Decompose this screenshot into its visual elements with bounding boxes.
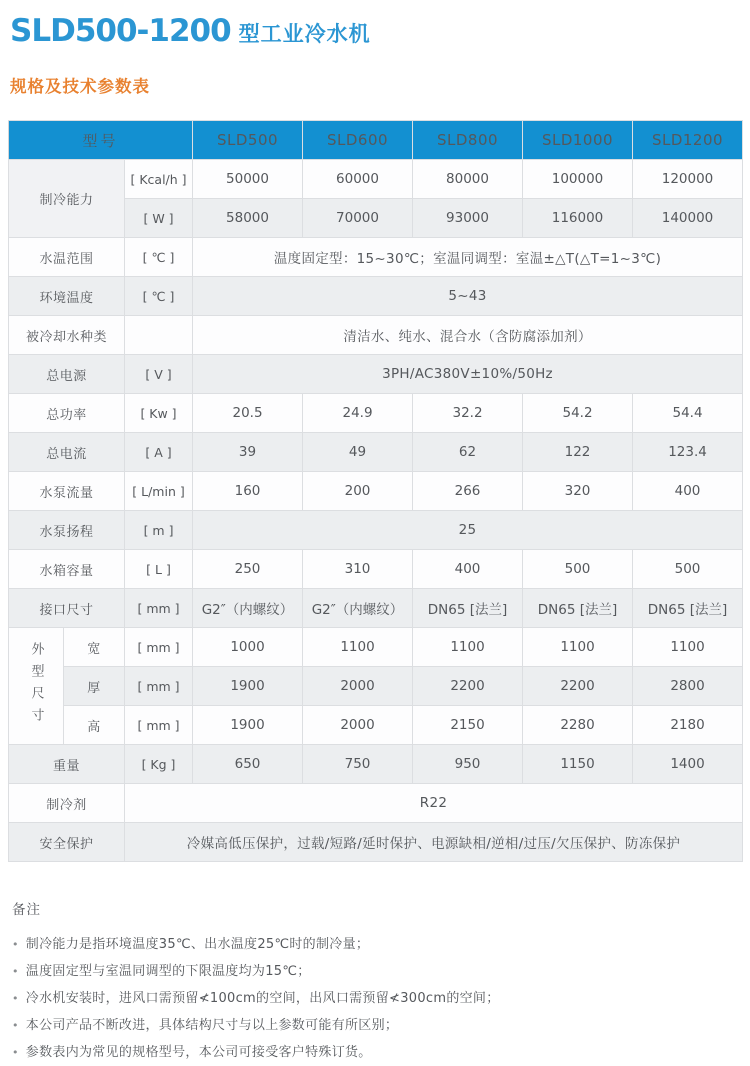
value-cell: 116000 (523, 199, 633, 238)
unit-cell: [ W ] (125, 199, 193, 238)
row-label: 重量 (9, 745, 125, 784)
value-cell: 1400 (633, 745, 743, 784)
row-sub-label: 宽 (64, 628, 125, 667)
spec-table (8, 120, 743, 862)
header-sld1000: SLD1000 (523, 121, 633, 160)
table-row-pump-head (9, 511, 743, 550)
value-cell: 50000 (193, 160, 303, 199)
notes-heading: 备注 (12, 902, 41, 919)
value-cell: 500 (633, 550, 743, 589)
value-cell: 122 (523, 433, 633, 472)
value-cell: 950 (413, 745, 523, 784)
value-cell: 1100 (303, 628, 413, 667)
unit-cell: [ A ] (125, 433, 193, 472)
value-cell: 54.2 (523, 394, 633, 433)
value-cell: 冷媒高低压保护，过载/短路/延时保护、电源缺相/逆相/过压/欠压保护、防冻保护 (125, 823, 743, 862)
value-cell: 1100 (413, 628, 523, 667)
value-cell: R22 (125, 784, 743, 823)
unit-cell: [ ℃ ] (125, 277, 193, 316)
value-cell: 2150 (413, 706, 523, 745)
value-cell: 1900 (193, 706, 303, 745)
notes-list (12, 931, 742, 1066)
value-cell: 310 (303, 550, 413, 589)
row-label: 制冷能力 (9, 160, 125, 238)
value-cell: 5~43 (193, 277, 743, 316)
value-cell: 100000 (523, 160, 633, 199)
value-cell: 160 (193, 472, 303, 511)
value-cell: 400 (413, 550, 523, 589)
note-text: 参数表内为常见的规格型号，本公司可接受客户特殊订货。 (25, 1045, 372, 1061)
value-cell: 1150 (523, 745, 633, 784)
value-cell: 2200 (413, 667, 523, 706)
table-row-dimension-width (9, 628, 743, 667)
value-cell: 32.2 (413, 394, 523, 433)
row-label: 制冷剂 (9, 784, 125, 823)
row-label: 环境温度 (9, 277, 125, 316)
model-range-title: SLD500-1200 (10, 13, 231, 49)
value-cell: 123.4 (633, 433, 743, 472)
table-header (9, 121, 743, 160)
page-title (10, 14, 742, 48)
table-row-port-size (9, 589, 743, 628)
row-label: 接口尺寸 (9, 589, 125, 628)
header-sld500: SLD500 (193, 121, 303, 160)
header-model-label: 型号 (9, 121, 193, 160)
table-row-power-supply (9, 355, 743, 394)
table-row-dimension-height (9, 706, 743, 745)
section-subtitle: 规格及技术参数表 (10, 77, 150, 97)
row-sub-label: 高 (64, 706, 125, 745)
value-cell: 120000 (633, 160, 743, 199)
value-cell: 650 (193, 745, 303, 784)
unit-cell: [ ℃ ] (125, 238, 193, 277)
value-cell: 1000 (193, 628, 303, 667)
value-cell: 2000 (303, 667, 413, 706)
unit-cell: [ Kg ] (125, 745, 193, 784)
table-row-total-current (9, 433, 743, 472)
table-row-tank-capacity (9, 550, 743, 589)
value-cell: 250 (193, 550, 303, 589)
list-item (12, 1012, 742, 1039)
value-cell: 400 (633, 472, 743, 511)
table-row-cooled-water-type (9, 316, 743, 355)
value-cell: 1900 (193, 667, 303, 706)
value-cell: 24.9 (303, 394, 413, 433)
note-text: 制冷能力是指环境温度35℃、出水温度25℃时的制冷量； (25, 937, 370, 953)
table-row-ambient-temp (9, 277, 743, 316)
row-label-dimensions: 外型尺寸 (9, 628, 64, 745)
row-sub-label: 厚 (64, 667, 125, 706)
row-label: 总电流 (9, 433, 125, 472)
value-cell: DN65 [法兰] (633, 589, 743, 628)
value-cell: 39 (193, 433, 303, 472)
list-item (12, 958, 742, 985)
header-sld600: SLD600 (303, 121, 413, 160)
note-text: 温度固定型与室温同调型的下限温度均为15℃； (25, 964, 311, 980)
value-cell: DN65 [法兰] (523, 589, 633, 628)
header-row (9, 121, 743, 160)
unit-cell: [ L/min ] (125, 472, 193, 511)
bullet-icon: • (12, 992, 19, 1006)
value-cell: 500 (523, 550, 633, 589)
row-label: 水箱容量 (9, 550, 125, 589)
table-row-refrigerant (9, 784, 743, 823)
value-cell: G2″（内螺纹） (303, 589, 413, 628)
value-cell: 1100 (523, 628, 633, 667)
value-cell: 54.4 (633, 394, 743, 433)
unit-cell: [ m ] (125, 511, 193, 550)
bullet-icon: • (12, 1019, 19, 1033)
table-row-safety (9, 823, 743, 862)
value-cell: 80000 (413, 160, 523, 199)
value-cell: DN65 [法兰] (413, 589, 523, 628)
value-cell: 清洁水、纯水、混合水（含防腐添加剂） (193, 316, 743, 355)
value-cell: 266 (413, 472, 523, 511)
row-label: 总电源 (9, 355, 125, 394)
unit-cell: [ Kcal/h ] (125, 160, 193, 199)
note-text: 冷水机安装时，进风口需预留≮100cm的空间，出风口需预留≮300cm的空间； (25, 991, 500, 1007)
table-row-capacity-kcal (9, 160, 743, 199)
value-cell: 2200 (523, 667, 633, 706)
value-cell: 58000 (193, 199, 303, 238)
row-label: 总功率 (9, 394, 125, 433)
table-row-total-power (9, 394, 743, 433)
value-cell: 60000 (303, 160, 413, 199)
unit-cell: [ mm ] (125, 589, 193, 628)
list-item (12, 985, 742, 1012)
value-cell: 20.5 (193, 394, 303, 433)
product-type-title: 型工业冷水机 (238, 22, 371, 46)
list-item (12, 931, 742, 958)
unit-cell: [ mm ] (125, 706, 193, 745)
value-cell: 62 (413, 433, 523, 472)
row-label: 水泵流量 (9, 472, 125, 511)
value-cell: G2″（内螺纹） (193, 589, 303, 628)
table-row-water-temp (9, 238, 743, 277)
notes-section (12, 898, 742, 1066)
bullet-icon: • (12, 965, 19, 979)
table-row-pump-flow (9, 472, 743, 511)
value-cell: 25 (193, 511, 743, 550)
header-sld1200: SLD1200 (633, 121, 743, 160)
row-label: 水泵扬程 (9, 511, 125, 550)
value-cell: 2000 (303, 706, 413, 745)
unit-cell (125, 316, 193, 355)
value-cell: 2800 (633, 667, 743, 706)
table-row-dimension-depth (9, 667, 743, 706)
value-cell: 1100 (633, 628, 743, 667)
value-cell: 49 (303, 433, 413, 472)
bullet-icon: • (12, 938, 19, 952)
row-label: 安全保护 (9, 823, 125, 862)
value-cell: 200 (303, 472, 413, 511)
note-text: 本公司产品不断改进，具体结构尺寸与以上参数可能有所区别； (25, 1018, 399, 1034)
row-label: 被冷却水种类 (9, 316, 125, 355)
table-row-weight (9, 745, 743, 784)
value-cell: 温度固定型：15~30℃；室温同调型：室温±△T(△T=1~3℃) (193, 238, 743, 277)
bullet-icon: • (12, 1046, 19, 1060)
value-cell: 320 (523, 472, 633, 511)
value-cell: 140000 (633, 199, 743, 238)
row-label: 水温范围 (9, 238, 125, 277)
value-cell: 70000 (303, 199, 413, 238)
unit-cell: [ V ] (125, 355, 193, 394)
value-cell: 93000 (413, 199, 523, 238)
unit-cell: [ L ] (125, 550, 193, 589)
value-cell: 2280 (523, 706, 633, 745)
value-cell: 750 (303, 745, 413, 784)
header-sld800: SLD800 (413, 121, 523, 160)
unit-cell: [ Kw ] (125, 394, 193, 433)
value-cell: 3PH/AC380V±10%/50Hz (193, 355, 743, 394)
unit-cell: [ mm ] (125, 628, 193, 667)
list-item (12, 1039, 742, 1066)
unit-cell: [ mm ] (125, 667, 193, 706)
value-cell: 2180 (633, 706, 743, 745)
